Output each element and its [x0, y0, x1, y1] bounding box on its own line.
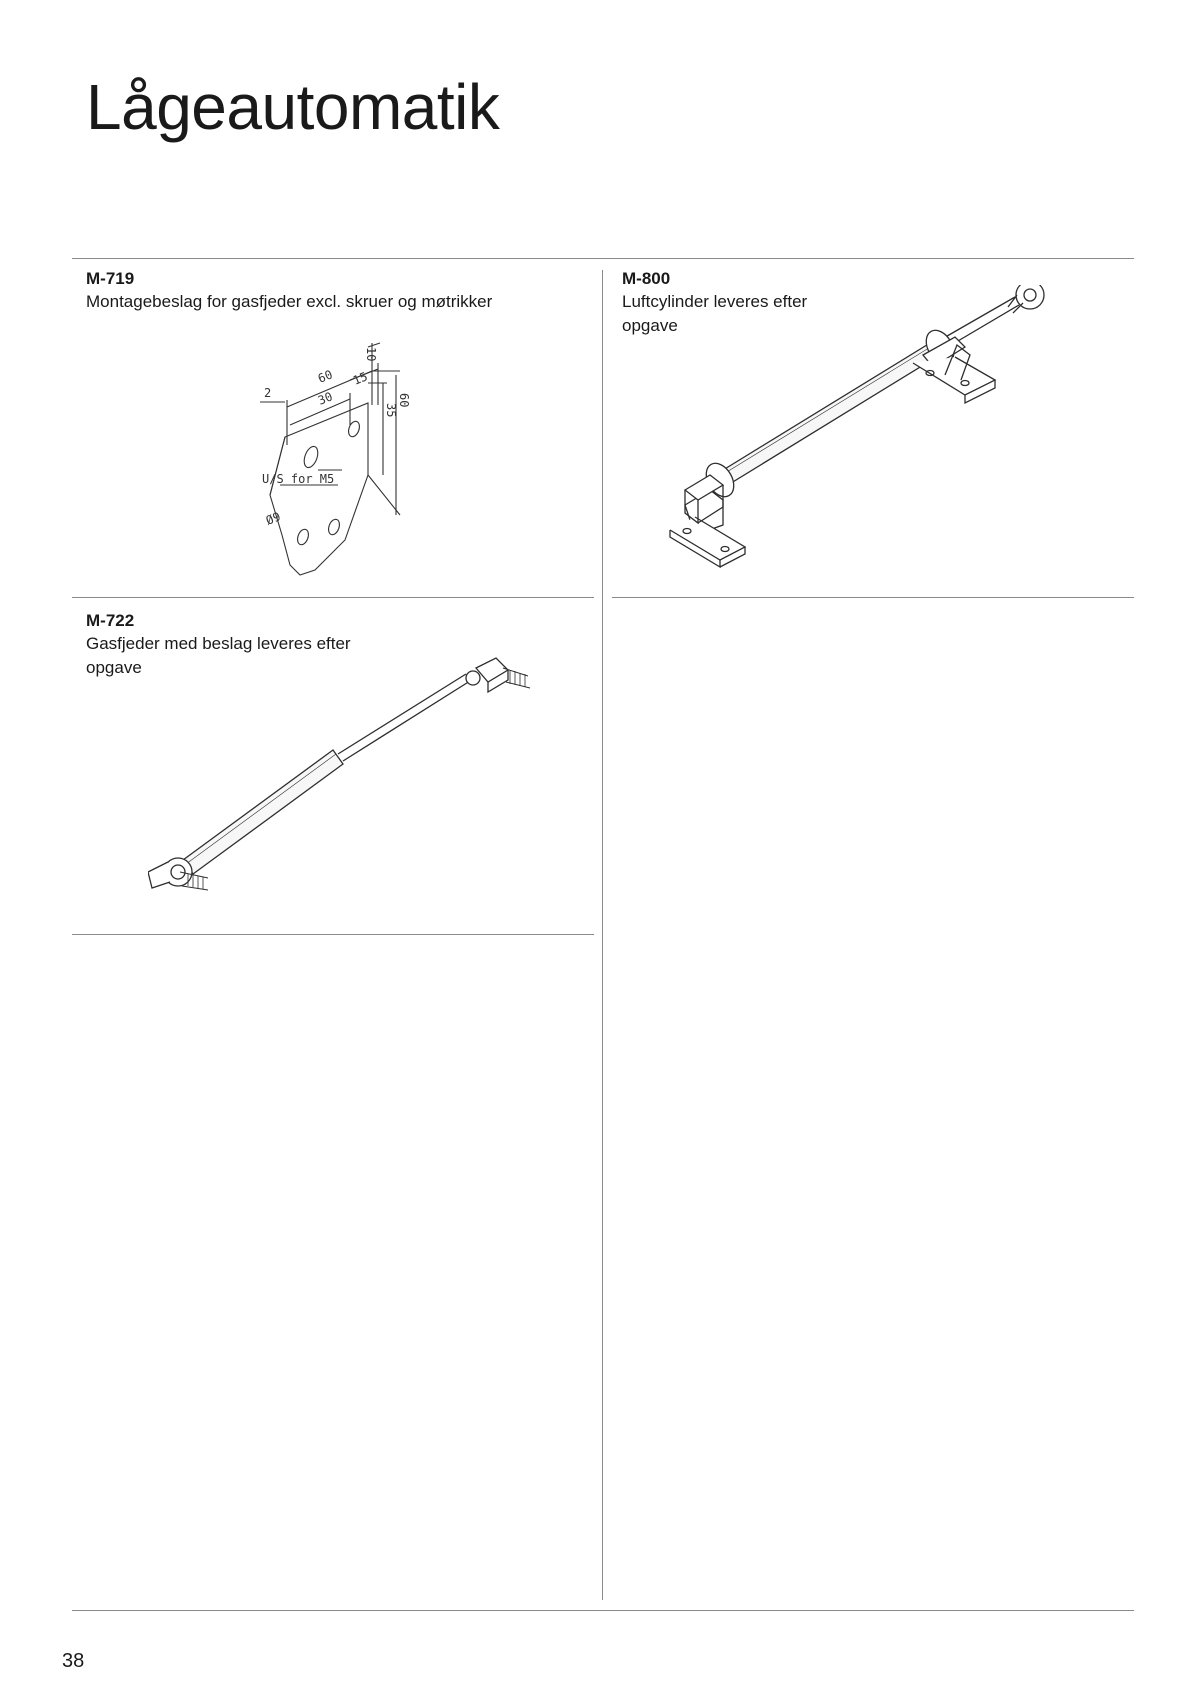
- dimension-label: 2: [264, 386, 272, 400]
- product-code: M-719: [86, 269, 135, 288]
- dimension-label: 15: [350, 369, 370, 388]
- dimension-label: 35: [384, 403, 398, 418]
- bottom-divider: [72, 1610, 1134, 1611]
- product-description: Gasfjeder med beslag leveres efter opgave: [86, 634, 351, 677]
- column-divider: [602, 270, 603, 1600]
- product-description: Luftcylinder leveres efter opgave: [622, 292, 808, 335]
- mounting-bracket-drawing: [250, 325, 430, 585]
- gas-spring-drawing: [148, 650, 543, 910]
- product-code: M-722: [86, 611, 135, 630]
- row-divider-right-1: [612, 597, 1134, 598]
- product-code: M-800: [622, 269, 671, 288]
- dimension-label: 60: [397, 393, 411, 408]
- air-cylinder-drawing: [665, 285, 1065, 590]
- thread-note: U/S for M5: [262, 472, 335, 486]
- row-divider-left-1: [72, 597, 594, 598]
- hole-diameter-label: Ø9: [263, 509, 283, 528]
- page-title: Lågeautomatik: [86, 71, 500, 143]
- product-cell-m719: [86, 268, 586, 314]
- row-divider-left-2: [72, 934, 594, 935]
- product-description: Montagebeslag for gasfjeder excl. skruer og møtrikker: [86, 292, 493, 311]
- page-number: 38: [62, 1650, 85, 1672]
- top-divider: [72, 258, 1134, 259]
- dimension-label: 30: [315, 389, 335, 408]
- dimension-label: 10: [364, 347, 378, 362]
- dimension-label: 60: [315, 367, 335, 386]
